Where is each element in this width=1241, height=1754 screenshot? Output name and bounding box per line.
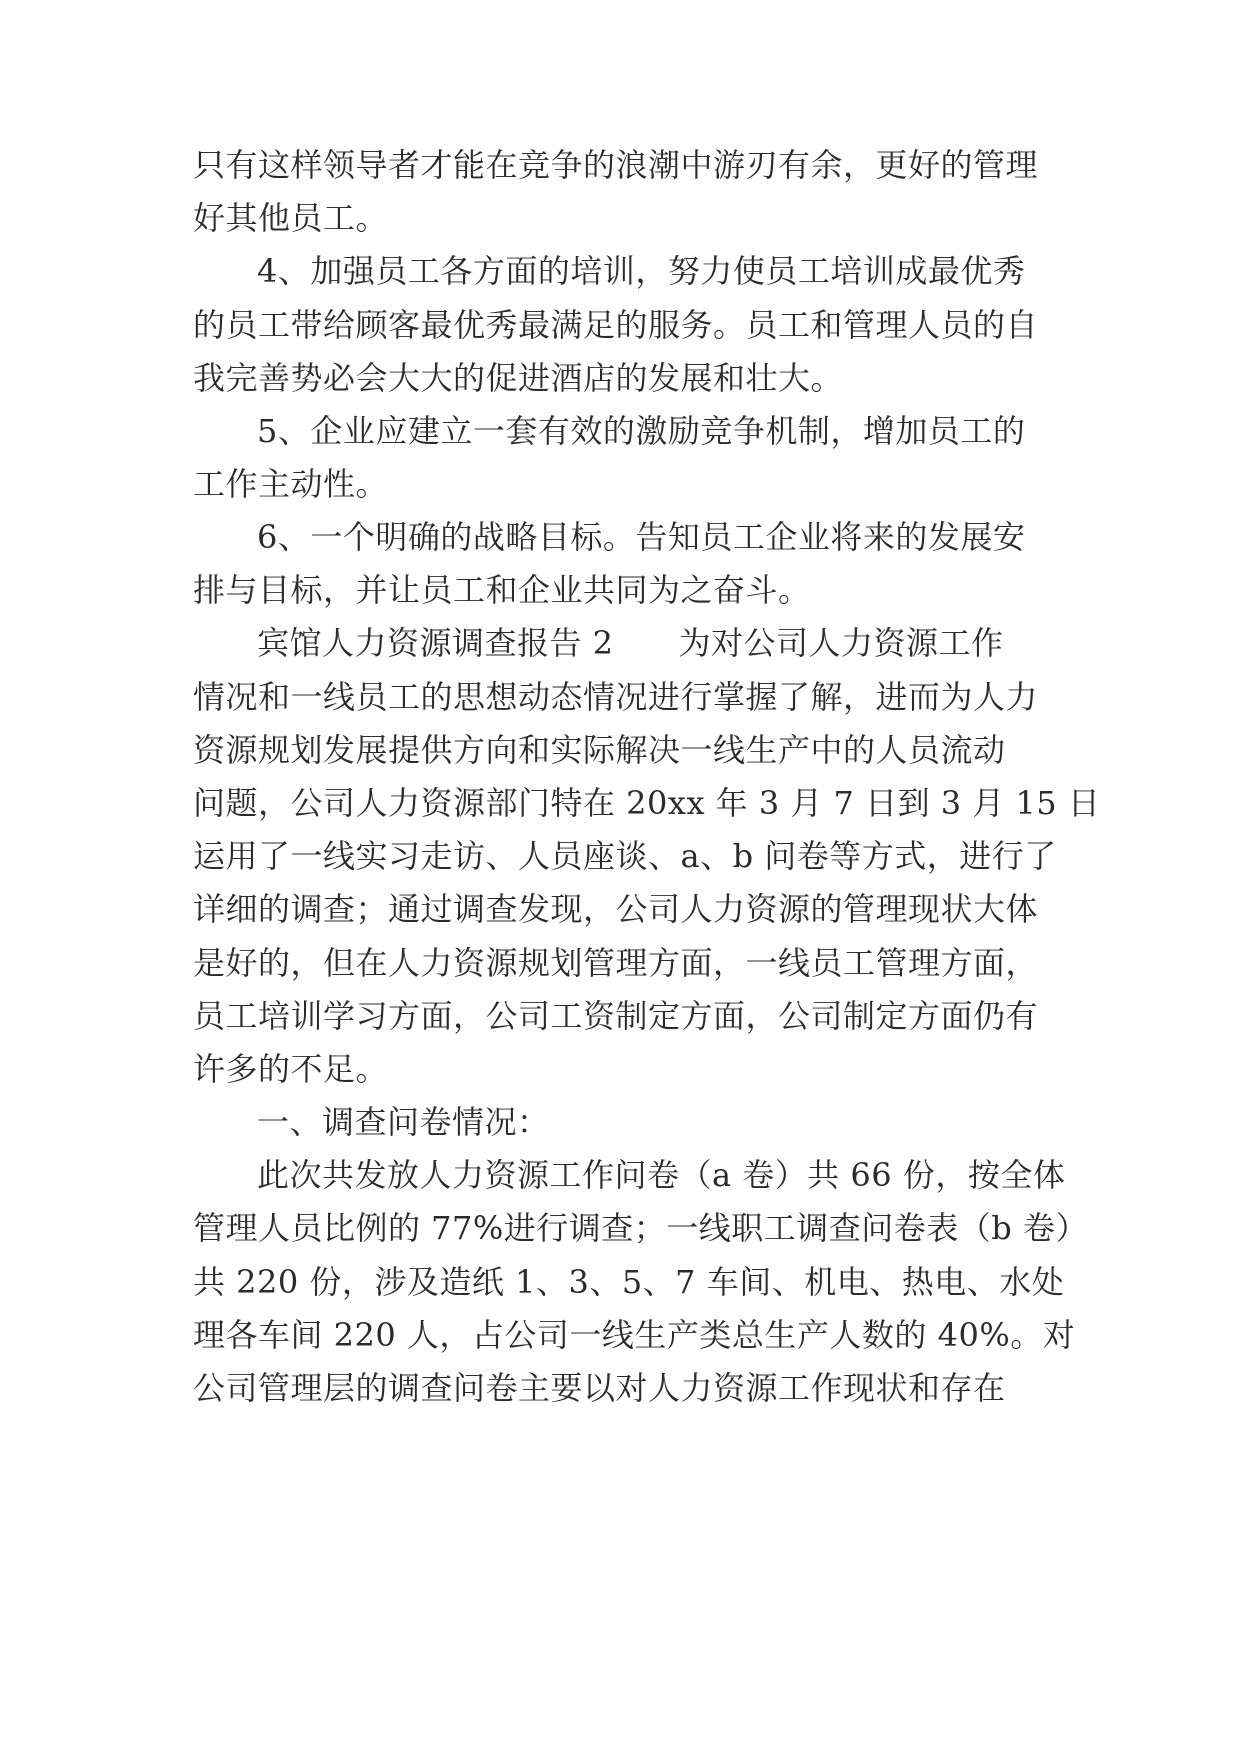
text-line: 是好的，但在人力资源规划管理方面，一线员工管理方面， <box>193 944 1039 982</box>
text-line: 4、加强员工各方面的培训，努力使员工培训成最优秀 <box>257 252 1026 290</box>
text-line: 宾馆人力资源调查报告 2 为对公司人力资源工作 <box>257 624 1004 662</box>
text-line: 运用了一线实习走访、人员座谈、a、b 问卷等方式，进行了 <box>193 837 1057 875</box>
text-line: 工作主动性。 <box>193 465 389 503</box>
text-line: 许多的不足。 <box>193 1050 389 1088</box>
text-line: 只有这样领导者才能在竞争的浪潮中游刃有余，更好的管理 <box>193 146 1039 184</box>
text-line: 6、一个明确的战略目标。告知员工企业将来的发展安 <box>257 518 1026 556</box>
section-heading: 一、调查问卷情况： <box>257 1103 550 1141</box>
text-line: 员工培训学习方面，公司工资制定方面，公司制定方面仍有 <box>193 997 1039 1035</box>
text-line: 问题，公司人力资源部门特在 20xx 年 3 月 7 日到 3 月 15 日 <box>193 784 1101 822</box>
text-line: 公司管理层的调查问卷主要以对人力资源工作现状和存在 <box>193 1369 1006 1407</box>
text-line: 的员工带给顾客最优秀最满足的服务。员工和管理人员的自 <box>193 306 1039 344</box>
text-line: 5、企业应建立一套有效的激励竞争机制，增加员工的 <box>257 412 1026 450</box>
text-line: 资源规划发展提供方向和实际解决一线生产中的人员流动 <box>193 731 1006 769</box>
text-line: 排与目标，并让员工和企业共同为之奋斗。 <box>193 571 811 609</box>
text-line: 此次共发放人力资源工作问卷（a 卷）共 66 份，按全体 <box>257 1156 1066 1194</box>
text-line: 我完善势必会大大的促进酒店的发展和壮大。 <box>193 359 844 397</box>
text-line: 共 220 份，涉及造纸 1、3、5、7 车间、机电、热电、水处 <box>193 1263 1065 1301</box>
text-line: 好其他员工。 <box>193 199 389 237</box>
text-line: 详细的调查；通过调查发现，公司人力资源的管理现状大体 <box>193 890 1039 928</box>
text-line: 管理人员比例的 77%进行调查；一线职工调查问卷表（b 卷） <box>193 1209 1088 1247</box>
text-line: 情况和一线员工的思想动态情况进行掌握了解，进而为人力 <box>193 678 1039 716</box>
text-line: 理各车间 220 人，占公司一线生产类总生产人数的 40%。对 <box>193 1316 1076 1354</box>
